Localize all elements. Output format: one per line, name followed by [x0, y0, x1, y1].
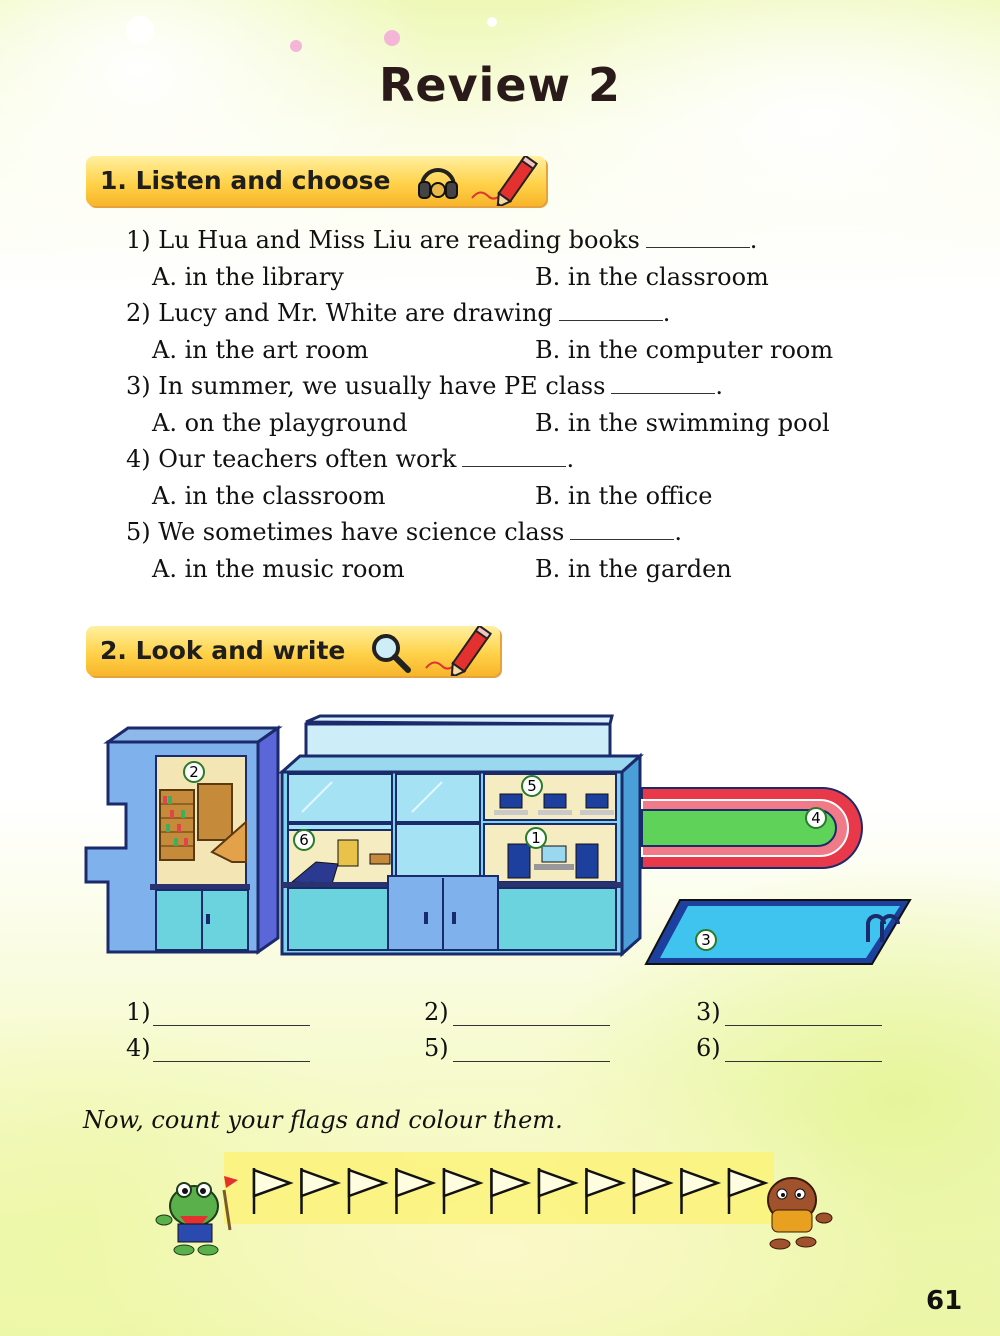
- school-illustration: [82, 712, 922, 972]
- marker-6-label: 6: [299, 831, 309, 849]
- section1-heading: 1. Listen and choose: [100, 166, 391, 195]
- answer-label-4: 4): [126, 1034, 151, 1062]
- question-1-option-a[interactable]: A. in the library: [152, 263, 344, 291]
- flag-strip: [150, 1150, 850, 1260]
- answer-label-1: 1): [126, 998, 151, 1026]
- answer-line-3[interactable]: [725, 1025, 882, 1026]
- question-4-option-b[interactable]: B. in the office: [535, 482, 713, 510]
- flag-instruction: Now, count your flags and colour them.: [83, 1106, 563, 1134]
- answer-line-6[interactable]: [725, 1061, 882, 1062]
- marker-6: [294, 830, 314, 850]
- running-track: [642, 788, 862, 868]
- question-2-stem: 2) Lucy and Mr. White are drawing .: [126, 299, 671, 327]
- pencil-icon: [466, 156, 546, 206]
- question-5-option-b[interactable]: B. in the garden: [535, 555, 732, 583]
- bear-character-icon: [768, 1178, 832, 1249]
- marker-4-label: 4: [811, 809, 821, 827]
- marker-2: [184, 762, 204, 782]
- magnifier-icon: [368, 630, 412, 674]
- answer-label-3: 3): [696, 998, 721, 1026]
- answer-blank-2[interactable]: [559, 300, 663, 321]
- question-3-option-a[interactable]: A. on the playground: [152, 409, 408, 437]
- marker-3-label: 3: [701, 931, 711, 949]
- page-number: 61: [926, 1286, 963, 1316]
- answer-label-6: 6): [696, 1034, 721, 1062]
- headphones-icon: [416, 160, 460, 204]
- answer-blank-1[interactable]: [646, 227, 750, 248]
- swimming-pool: [646, 900, 910, 964]
- pencil-icon: [420, 626, 500, 676]
- library-building: [86, 728, 278, 952]
- answer-label-5: 5): [424, 1034, 449, 1062]
- marker-5-label: 5: [527, 777, 537, 795]
- marker-3: [696, 930, 716, 950]
- marker-4: [806, 808, 826, 828]
- answer-blank-4[interactable]: [462, 446, 566, 467]
- answer-label-2: 2): [424, 998, 449, 1026]
- marker-5: [522, 776, 542, 796]
- question-3-option-b[interactable]: B. in the swimming pool: [535, 409, 830, 437]
- question-4-option-a[interactable]: A. in the classroom: [152, 482, 386, 510]
- section2-banner: [86, 626, 500, 676]
- answer-line-5[interactable]: [453, 1061, 610, 1062]
- question-5-stem: 5) We sometimes have science class .: [126, 518, 682, 546]
- question-4-stem: 4) Our teachers often work .: [126, 445, 575, 473]
- answer-blank-5[interactable]: [570, 519, 674, 540]
- marker-1-label: 1: [531, 829, 541, 847]
- main-building: [282, 716, 640, 954]
- section2-heading: 2. Look and write: [100, 636, 346, 665]
- marker-1: [526, 828, 546, 848]
- section1-banner: [86, 156, 546, 206]
- answer-line-4[interactable]: [153, 1061, 310, 1062]
- question-3-stem: 3) In summer, we usually have PE class .: [126, 372, 724, 400]
- marker-2-label: 2: [189, 763, 199, 781]
- question-2-option-b[interactable]: B. in the computer room: [535, 336, 834, 364]
- answer-line-2[interactable]: [453, 1025, 610, 1026]
- question-1-stem: 1) Lu Hua and Miss Liu are reading books .: [126, 226, 758, 254]
- question-2-option-a[interactable]: A. in the art room: [152, 336, 369, 364]
- answer-blank-3[interactable]: [611, 373, 715, 394]
- answer-line-1[interactable]: [153, 1025, 310, 1026]
- question-1-option-b[interactable]: B. in the classroom: [535, 263, 769, 291]
- page-title: Review 2: [378, 58, 622, 112]
- question-5-option-a[interactable]: A. in the music room: [152, 555, 405, 583]
